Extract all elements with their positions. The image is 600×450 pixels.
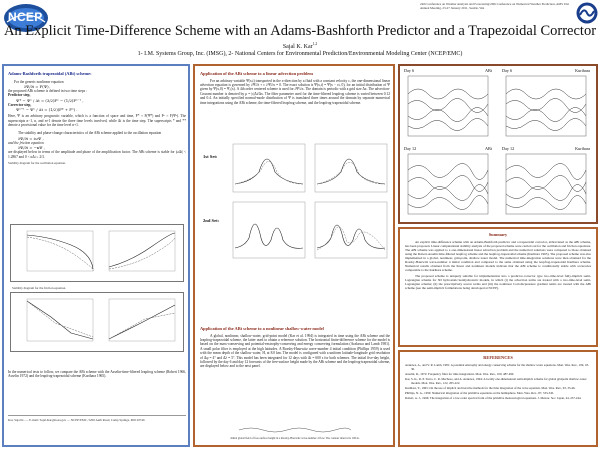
poster-title: An Explicit Time-Difference Scheme with an Adams-Bashforth Predictor and a Trapezoidal Corrector — [3, 23, 597, 39]
and-friction-label: and the friction equation — [8, 140, 44, 145]
map-day6-kurihara-scheme: Kurihara — [575, 68, 590, 73]
first-set-plots — [231, 142, 391, 196]
reference-item: Kar, S. K., R. P. Turco, C. R. Mechoso, and A. Arakawa, 1994: A locally one-dimensional semi-implicit scheme for global gridpoint shallow-water models. Mon. Wea. Rev., 122, 205-222. — [405, 376, 587, 385]
second-set-plots — [231, 200, 391, 264]
abt-scheme-panel — [2, 64, 190, 447]
summary-panel — [398, 227, 598, 347]
abt-paragraph-2: The stability and phase-change characteristics of the ABt scheme applied to the oscillation equation — [18, 131, 162, 136]
map-day6-abt-day: Day 6 — [404, 68, 415, 73]
map-day12-abt — [402, 146, 494, 218]
noaa-logo — [576, 2, 598, 24]
references-list — [400, 361, 596, 403]
oscillation-equation: ∂Ψ/∂t = iωΨ , — [18, 135, 44, 141]
initial-height-caption: Initial global field of free-surface height in a Rossby-Haurwitz wave-number 4 flow. The contour interval is 100 m. — [230, 437, 360, 440]
map-day6-abt-scheme: ABt — [485, 68, 492, 73]
friction-equation: ∂Ψ/∂t = −κΨ , — [18, 145, 45, 151]
map-day6-abt — [402, 68, 494, 140]
reference-item: Asselin, R., 1972: Frequency filter for time integrations. Mon. Wea. Rev., 100, 487-490. — [405, 371, 515, 376]
abt-paragraph-4: In the numerical tests to follow, we compare the ABt scheme with the Asselin-time-filtered leapfrog scheme (Robert 1966, Asselin 1972) and the leapfrog-trapezoidal scheme (Kurihara 1965). — [8, 370, 186, 379]
map-day6-kurihara — [500, 68, 592, 140]
map-day12-abt-day: Day 12 — [404, 146, 417, 151]
initial-height-map — [235, 422, 355, 432]
references-heading: REFERENCES — [483, 355, 513, 360]
author-name: Sajal K. Kar — [282, 44, 313, 50]
shallow-water-paragraph: A global, nonlinear, shallow-water, grid-point model (Kar et al. 1994) is integrated in time using the ABt scheme and the leapfrog-trapezoidal scheme, the latter used to obtain a reference solution. The horizontal finite-difference scheme for the model is based on the mass-conserving and potential-enstrophy-conserving and energy conserving formulation (Arakawa and Lamb 1981). A small polar filter is employed at the high latitudes. A Rossby-Haurwitz wave-number 4 initial condition (Phillips 1959) is used with the mean depth of the shallow water, H, at 8.0 km. The model is configured with a uniform latitude-longitude grid resolution of Δφ = 4° and Δλ = 5°. This model has been integrated for 12 days with Δt = 600 s for both schemes. The initial five-day height, followed by the day 6 and day 12 forecasts of the free-surface height made by the ABt scheme and the leapfrog-trapezoidal scheme, are displayed below and to the next panel. — [200, 333, 390, 369]
abt-paragraph-1: Here, Ψ is an arbitrary prognostic variable, which is a function of space and time, F* ≡ F(Ψ*) and Fⁿ ≡ F(Ψⁿ). The superscripts n−1, n, and n+1 denote the three time levels involved, while Δt is the time step. The superscripts * and ** denote a provisional value for the time level n+1. — [8, 114, 186, 127]
poster-header — [0, 0, 600, 57]
friction-stability-figure — [10, 292, 184, 352]
author-line — [0, 41, 600, 51]
abt-heading: Adams-Bashforth trapezoidal (ABt) scheme: — [8, 71, 92, 76]
second-set-label: 2nd Set: — [203, 218, 220, 223]
fig1-caption: Stability diagram for the oscillation equation. — [8, 160, 66, 165]
linear-advection-heading: Application of the ABt scheme to a linear advection problem — [200, 71, 313, 76]
ncep-logo-text: NCEP — [8, 10, 43, 24]
first-set-label: 1st Set: — [203, 154, 218, 159]
abt-intro-2: the proposed ABt scheme is defined in two time steps : — [8, 88, 88, 93]
references-panel — [398, 350, 598, 447]
generic-equation: ∂Ψ/∂t = F(Ψ), — [24, 83, 50, 89]
summary-heading: Summary — [488, 232, 508, 237]
map-day6-kurihara-day: Day 6 — [502, 68, 513, 73]
linear-advection-paragraph: For an arbitrary variable Ψ(x,t) transported in the x-direction by a fluid with a constant velocity c, the one-dimensional linear advection equation is governed by ∂Ψ/∂t + c ∂Ψ/∂x = 0. The exact solution is Ψ(x,t) = Ψ(x − ct, 0), for an initial distribution of Ψ given by Ψ(x,0) = Ψ₀(x). A 4th order centered scheme is used for ∂Ψ/∂x. The domain is periodic with a grid size Δx. The advection-Courant number is denoted by μ = |c|Δt/Δx. The filter parameter used for the time-filtered leapfrog scheme is varied between 0.12 and 0.4. An initially specified normal-mode distribution of Ψ is translated three times around the domain by separate numerical time integrations using the ABt scheme, the time-filtered leapfrog scheme, and the leapfrog-trapezoidal scheme. — [200, 78, 390, 105]
summary-paragraph-2: The proposed scheme is uniquely suitable for implementation into a predictor-corrector type two-time-level fully-implicit semi-Lagrangian scheme for 3D hydrostatic/nonhydrostatic models, in which (i) the advection terms are treated with a two-time-level semi-Lagrangian scheme; (ii) the prescriptively source terms and (iii) the nonlinear Coriolis/pressure gradient terms are treated with the ABt scheme (see the semi-implicit formulations being developed at NCEP). — [405, 273, 591, 290]
application-panel — [193, 64, 395, 447]
fig2-caption: Stability diagram for the friction equation. — [12, 286, 66, 290]
corrector-equation: Ψⁿ⁺¹ − Ψⁿ / Δt = (1/2)(F* + Fⁿ) . — [16, 107, 78, 113]
affiliation: 1- I.M. Systems Group, Inc. (IMSG), 2- National Centers for Environmental Prediction/Environmental Modeling Center (NCEP/EMC) — [137, 51, 463, 57]
author-superscript: 1,2 — [312, 42, 318, 46]
conference-note: 24th Conference on Weather Analysis and Forecasting/20th Conference on Numerical Weather Prediction, AMS 91st Annual Meeting, 23-27 January 2011, Seattle, WA — [420, 2, 570, 10]
authors — [0, 41, 600, 58]
map-day12-abt-scheme: ABt — [485, 146, 492, 151]
predictor-label: Predictor step, — [8, 93, 31, 98]
reference-item: Robert, A. J., 1966: The integration of a low order spectral form of the primitive meteorological equations. J. Meteor. Soc. Japan, 44, 237-244. — [405, 395, 582, 400]
reference-item: Arakawa, A., and V. R. Lamb, 1981: A potential enstrophy and energy conserving scheme for the shallow water equations. Mon. Wea. Rev., 109, 18-36. — [405, 362, 589, 371]
shallow-water-heading: Application of the ABt scheme to a nonlinear shallow-water model — [200, 326, 324, 331]
reference-item: Kurihara, Y., 1965: On the use of implicit and iterative methods for the time integration of the wave equation. Mon. Wea. Rev., 93, 33-46. — [405, 385, 576, 390]
abt-intro: For the generic nonlinear equation — [14, 79, 64, 84]
reference-item: Phillips, N. A., 1959: Numerical integration of the primitive equations on the hemisphere. Mon. Wea. Rev., 87, 333-345. — [405, 390, 554, 395]
map-day12-kurihara — [500, 146, 592, 218]
contact-info: Kar, Sajal K. — E-mail: Sajal.Kar@noaa.gov — NCEP/EMC, 5200 Auth Road, Camp Springs, MD 20746 — [8, 415, 186, 422]
predictor-equation: Ψ* − Ψⁿ / Δt = (3/2)Fⁿ − (1/2)Fⁿ⁻¹ , — [16, 97, 84, 103]
summary-paragraph-1: An explicit time-difference scheme with an Adams-Bashforth predictor and a trapezoidal corrector, abbreviated as the ABt scheme, has been proposed. Linear computational stability analysis of the proposed scheme were carried out for the oscillation and friction equations. The ABt scheme was applied to a one-dimensional linear advection problem and the numerical solutions were compared to those obtained using the Robert-Asselin time-filtered leapfrog scheme and the leapfrog-trapezoidal scheme (Kurihara 1965). The proposed scheme was also implemented in a global, nonlinear, grid-point, shallow-water model. The numerical time-integration solutions were then obtained for the Rossby-Haurwitz wave-number 4 initial condition and compared to the same obtained using the leapfrog-trapezoidal Kurihara scheme. Numerical results obtained from the linear and nonlinear models indicate that the ABt scheme is conditionally stable with accuracies comparable to the Kurihara scheme. — [405, 239, 591, 272]
abt-paragraph-3: are displayed below in terms of the amplitude and phase of the amplification factor. The ABt scheme is stable for |ωΔt| < 1.2867 and 0 < κΔt ≤ 2/3. — [8, 150, 186, 159]
map-day12-kurihara-scheme: Kurihara — [575, 146, 590, 151]
map-day12-kurihara-day: Day 12 — [502, 146, 515, 151]
oscillation-stability-figure — [10, 224, 184, 282]
corrector-label: Corrector step, — [8, 102, 32, 107]
forecast-maps-panel — [398, 64, 598, 224]
